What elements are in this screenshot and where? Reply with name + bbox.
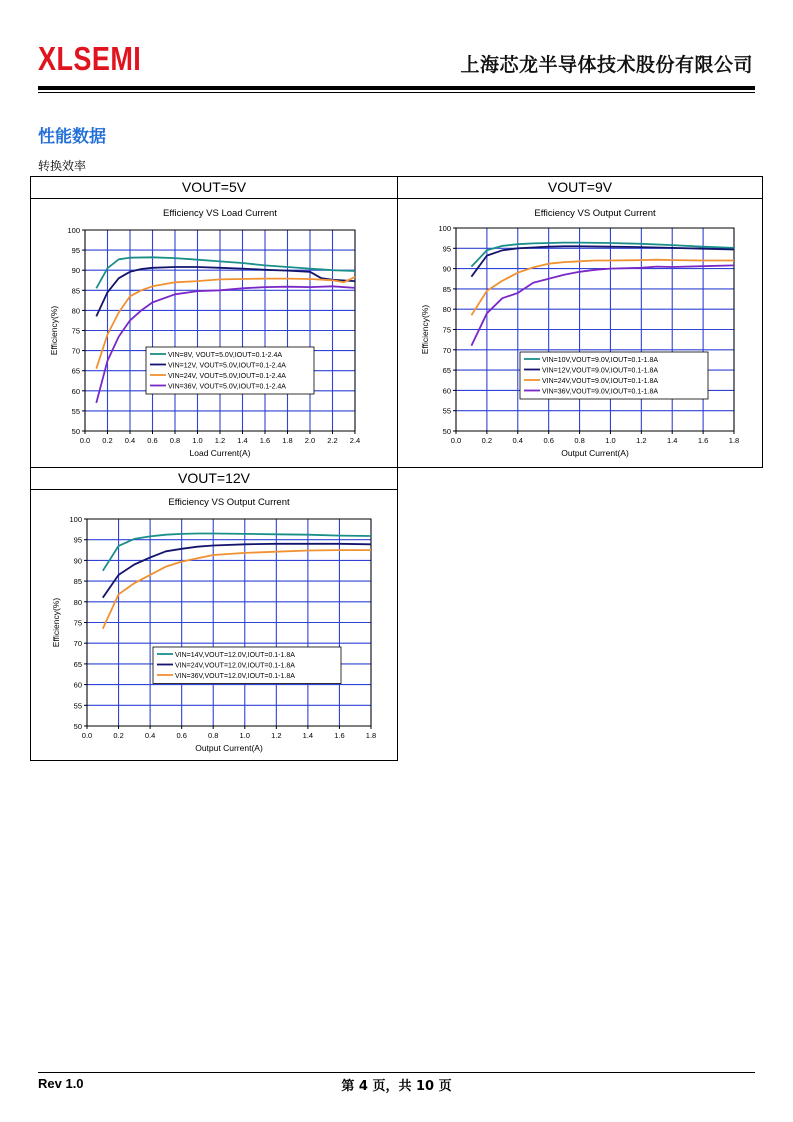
y-tick-label: 80 bbox=[73, 597, 82, 607]
efficiency-chart-vout-5v bbox=[31, 199, 397, 467]
series-line-1 bbox=[96, 257, 355, 288]
efficiency-chart-vout-12v bbox=[31, 490, 397, 760]
y-tick-label: 55 bbox=[73, 701, 82, 711]
legend-entry: VIN=14V,VOUT=12.0V,IOUT=0.1-1.8A bbox=[175, 652, 295, 659]
x-tick-label: 1.8 bbox=[365, 731, 377, 740]
series-line-2 bbox=[103, 544, 371, 598]
legend-entry: VIN=24V,VOUT=9.0V,IOUT=0.1-1.8A bbox=[542, 378, 659, 385]
y-tick-label: 55 bbox=[442, 406, 451, 416]
y-tick-label: 70 bbox=[73, 639, 82, 649]
y-tick-label: 80 bbox=[71, 306, 80, 316]
panel-vout-5v bbox=[30, 176, 398, 468]
legend-entry: VIN=12V, VOUT=5.0V,IOUT=0.1-2.4A bbox=[168, 362, 286, 370]
y-tick-label: 80 bbox=[442, 305, 451, 315]
series-line-4 bbox=[471, 265, 734, 345]
x-tick-label: 0.2 bbox=[102, 436, 113, 445]
x-tick-label: 0.0 bbox=[450, 436, 462, 445]
x-tick-label: 0.6 bbox=[176, 731, 187, 740]
panel-vout-9v bbox=[397, 176, 763, 468]
x-tick-label: 0.2 bbox=[113, 731, 124, 740]
page-number: 第 4 页，共 10 页 bbox=[341, 1079, 452, 1094]
x-axis-label: Load Current(A) bbox=[189, 448, 251, 458]
x-tick-label: 2.2 bbox=[327, 436, 338, 445]
legend-entry: VIN=8V, VOUT=5.0V,IOUT=0.1-2.4A bbox=[168, 352, 283, 359]
x-axis-label: Output Current(A) bbox=[195, 743, 263, 753]
x-tick-label: 1.6 bbox=[334, 731, 345, 740]
legend-entry: VIN=10V,VOUT=9.0V,IOUT=0.1-1.8A bbox=[542, 357, 659, 364]
x-tick-label: 0.6 bbox=[543, 436, 554, 445]
x-tick-label: 1.0 bbox=[239, 731, 250, 740]
y-axis-label: Efficiency(%) bbox=[51, 597, 61, 648]
section-title: 性能数据 bbox=[38, 127, 106, 147]
x-tick-label: 0.8 bbox=[169, 436, 181, 445]
x-tick-label: 2.0 bbox=[304, 436, 316, 445]
y-tick-label: 50 bbox=[73, 722, 82, 731]
x-tick-label: 0.2 bbox=[481, 436, 493, 445]
x-tick-label: 1.4 bbox=[237, 436, 248, 445]
y-tick-label: 75 bbox=[442, 325, 451, 335]
chart-title: Efficiency VS Output Current bbox=[534, 208, 656, 219]
series-line-3 bbox=[103, 550, 371, 629]
y-tick-label: 65 bbox=[73, 659, 82, 669]
x-tick-label: 1.8 bbox=[282, 436, 293, 445]
y-axis-label: Efficiency(%) bbox=[420, 304, 430, 355]
chart-title: Efficiency VS Output Current bbox=[168, 497, 290, 508]
x-tick-label: 1.2 bbox=[271, 731, 282, 740]
y-tick-label: 100 bbox=[69, 515, 82, 524]
x-tick-label: 0.0 bbox=[81, 731, 93, 740]
x-tick-label: 1.2 bbox=[636, 436, 647, 445]
y-tick-label: 95 bbox=[442, 244, 451, 254]
x-tick-label: 1.4 bbox=[302, 731, 314, 740]
panel-title: VOUT=9V bbox=[398, 177, 762, 199]
x-tick-label: 0.4 bbox=[144, 731, 156, 740]
x-tick-label: 1.2 bbox=[214, 436, 226, 445]
x-tick-label: 1.4 bbox=[667, 436, 678, 445]
chart-title: Efficiency VS Load Current bbox=[163, 208, 277, 219]
header-rule-thick bbox=[38, 86, 755, 90]
section-subtitle: 转换效率 bbox=[38, 159, 87, 173]
x-tick-label: 1.0 bbox=[192, 436, 203, 445]
y-tick-label: 85 bbox=[71, 286, 80, 296]
y-tick-label: 70 bbox=[442, 345, 451, 355]
y-tick-label: 100 bbox=[438, 224, 451, 233]
y-tick-label: 50 bbox=[71, 427, 80, 436]
revision-label: Rev 1.0 bbox=[38, 1076, 84, 1091]
y-tick-label: 90 bbox=[73, 556, 82, 566]
y-tick-label: 85 bbox=[442, 284, 451, 294]
x-tick-label: 0.6 bbox=[147, 436, 158, 445]
y-tick-label: 75 bbox=[73, 618, 82, 628]
x-tick-label: 1.6 bbox=[259, 436, 271, 445]
x-tick-label: 0.4 bbox=[124, 436, 136, 445]
x-tick-label: 0.4 bbox=[512, 436, 523, 445]
x-tick-label: 0.0 bbox=[79, 436, 91, 445]
series-line-2 bbox=[471, 246, 734, 276]
company-logo: XLSEMI bbox=[38, 40, 142, 77]
x-tick-label: 0.8 bbox=[574, 436, 585, 445]
series-line-1 bbox=[103, 534, 371, 571]
x-tick-label: 1.8 bbox=[728, 436, 740, 445]
x-tick-label: 1.6 bbox=[697, 436, 709, 445]
company-name: 上海芯龙半导体技术股份有限公司 bbox=[460, 54, 753, 76]
header-rule-thin bbox=[38, 92, 755, 93]
x-axis-label: Output Current(A) bbox=[561, 448, 629, 458]
x-tick-label: 0.8 bbox=[208, 731, 219, 740]
y-tick-label: 65 bbox=[442, 366, 451, 376]
y-tick-label: 95 bbox=[71, 246, 80, 256]
footer-rule bbox=[38, 1072, 755, 1073]
legend-entry: VIN=36V,VOUT=9.0V,IOUT=0.1-1.8A bbox=[542, 388, 659, 396]
y-tick-label: 95 bbox=[73, 535, 82, 545]
y-tick-label: 90 bbox=[71, 266, 80, 276]
y-tick-label: 60 bbox=[71, 386, 80, 396]
y-tick-label: 85 bbox=[73, 577, 82, 587]
y-tick-label: 75 bbox=[71, 326, 80, 336]
y-tick-label: 50 bbox=[442, 427, 451, 436]
x-tick-label: 2.4 bbox=[349, 436, 361, 445]
series-line-3 bbox=[471, 260, 734, 316]
series-line-2 bbox=[96, 267, 355, 316]
x-tick-label: 1.0 bbox=[605, 436, 616, 445]
legend-entry: VIN=24V, VOUT=5.0V,IOUT=0.1-2.4A bbox=[168, 373, 286, 380]
y-tick-label: 90 bbox=[442, 264, 451, 274]
panel-title: VOUT=5V bbox=[31, 177, 397, 199]
y-tick-label: 60 bbox=[442, 386, 451, 396]
legend-entry: VIN=12V,VOUT=9.0V,IOUT=0.1-1.8A bbox=[542, 367, 659, 375]
y-tick-label: 55 bbox=[71, 406, 80, 416]
y-tick-label: 60 bbox=[73, 680, 82, 690]
panel-title: VOUT=12V bbox=[31, 468, 397, 490]
y-tick-label: 65 bbox=[71, 366, 80, 376]
legend-entry: VIN=24V,VOUT=12.0V,IOUT=0.1-1.8A bbox=[175, 662, 295, 670]
legend-entry: VIN=36V, VOUT=5.0V,IOUT=0.1-2.4A bbox=[168, 383, 286, 391]
y-tick-label: 70 bbox=[71, 346, 80, 356]
legend-entry: VIN=36V,VOUT=12.0V,IOUT=0.1-1.8A bbox=[175, 673, 295, 680]
y-tick-label: 100 bbox=[67, 226, 80, 235]
efficiency-chart-vout-9v bbox=[398, 199, 762, 467]
panel-vout-12v bbox=[30, 467, 398, 761]
y-axis-label: Efficiency(%) bbox=[49, 305, 59, 356]
